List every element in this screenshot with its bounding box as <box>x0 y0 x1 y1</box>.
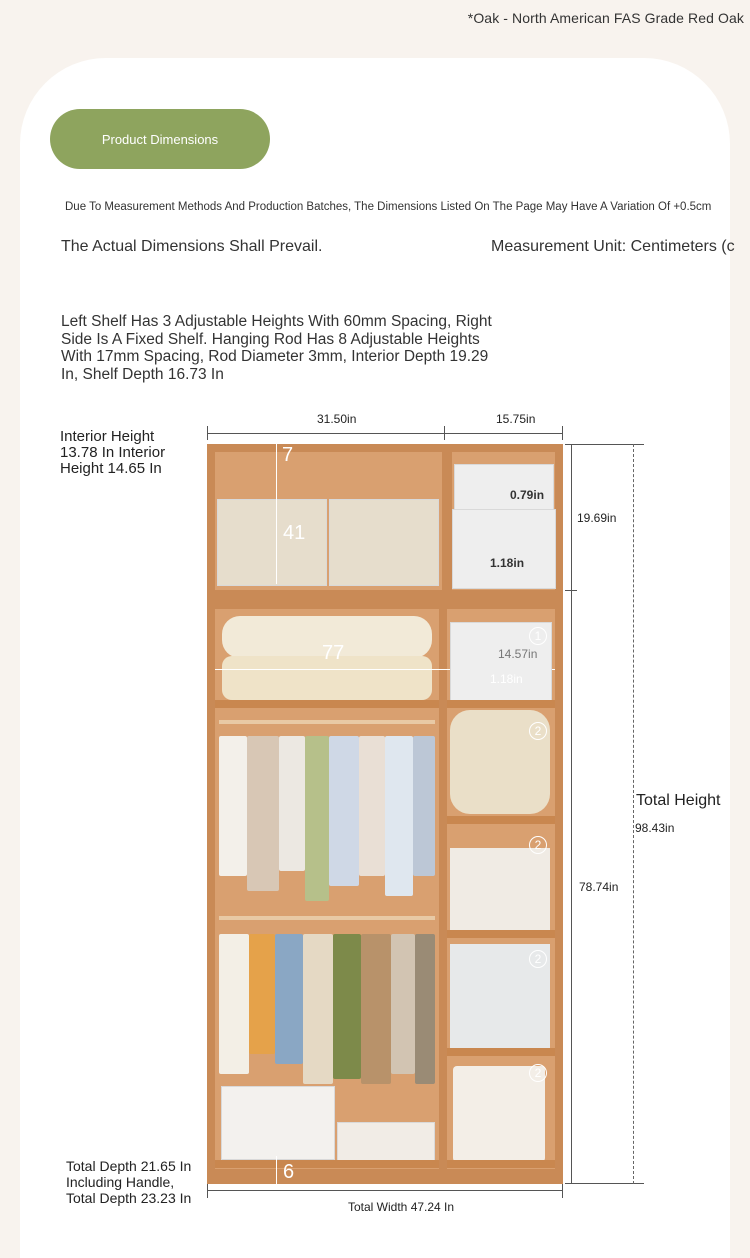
shelf-marker-2: 2 <box>529 950 547 968</box>
total-depth-line2: Including Handle, <box>66 1174 175 1190</box>
bottom-width-dimension-line <box>207 1190 563 1191</box>
inner-dimension: 14.57in <box>498 647 538 661</box>
inner-dimension: 1.18in <box>490 672 523 686</box>
lower-height: 78.74in <box>579 880 619 894</box>
folded-towels <box>450 848 550 930</box>
garment <box>249 934 275 1054</box>
shelf <box>447 700 555 708</box>
total-width: Total Width 47.24 In <box>348 1200 455 1214</box>
shelf-marker-2: 2 <box>529 722 547 740</box>
dimension-tick <box>562 426 563 440</box>
garment <box>391 934 415 1074</box>
garment <box>219 934 249 1074</box>
material-note: *Oak - North American FAS Grade Red Oak <box>467 10 744 26</box>
interior-height-line2: 13.78 In Interior <box>60 444 166 461</box>
garment <box>333 934 361 1079</box>
shelf-description: Left Shelf Has 3 Adjustable Heights With 60mm Spacing, Right Side Is A Fixed Shelf. Hanging Rod Has 8 Adjustable Heights With 17mm Spacing, Rod Diameter 3mm, Interior Depth 19.29 In, Shelf Depth 16.73 In <box>61 313 492 383</box>
interior-height-label <box>60 429 200 477</box>
storage-box <box>452 509 556 589</box>
section-height-dimension-line <box>571 444 572 1184</box>
variation-note: Due To Measurement Methods And Production Batches, The Dimensions Listed On The Page May Have A Variation Of +0.5cm <box>65 201 712 213</box>
actual-dimensions-note: The Actual Dimensions Shall Prevail. <box>61 238 323 255</box>
garment <box>413 736 435 876</box>
garment <box>303 934 333 1084</box>
hanging-clothes-lower <box>219 934 435 1089</box>
dimension-tick <box>444 426 445 440</box>
storage-bin <box>217 499 327 586</box>
storage-drawer <box>221 1086 335 1160</box>
top-left-width: 31.50in <box>317 412 357 426</box>
number-basket <box>453 1066 545 1162</box>
storage-basket <box>337 1122 435 1164</box>
total-depth-label <box>66 1158 216 1206</box>
dimension-7: 7 <box>282 444 294 466</box>
shelf <box>447 1160 555 1168</box>
garment <box>415 934 435 1084</box>
shelf-marker-2: 2 <box>529 836 547 854</box>
total-depth-line1: Total Depth 21.65 In <box>66 1158 192 1174</box>
shelf <box>447 930 555 938</box>
inner-dimension: 0.79in <box>510 488 545 502</box>
inner-dimension: 1.18in <box>490 556 525 570</box>
interior-height-line1: Interior Height <box>60 428 155 445</box>
garment <box>219 736 247 876</box>
garment <box>385 736 413 896</box>
garment <box>361 934 391 1084</box>
total-height-label: Total Height <box>636 792 721 809</box>
dimension-77: 77 <box>322 642 345 664</box>
wardrobe-illustration <box>207 444 563 1184</box>
height-marker-line <box>276 444 277 584</box>
dimension-tick <box>565 590 577 591</box>
shelf <box>215 700 439 708</box>
measurement-unit-note: Measurement Unit: Centimeters (c <box>491 238 735 255</box>
garment <box>305 736 329 901</box>
top-width-dimension-line <box>207 433 563 434</box>
dimension-tick <box>562 1184 563 1198</box>
top-right-width: 15.75in <box>496 412 536 426</box>
hanging-rod <box>219 916 435 920</box>
dimension-41: 41 <box>283 522 306 544</box>
shelf <box>447 816 555 824</box>
dimension-tick <box>207 1184 208 1198</box>
upper-height: 19.69in <box>577 511 617 525</box>
shelf <box>447 1048 555 1056</box>
hanging-rod <box>219 720 435 724</box>
garment <box>279 736 305 871</box>
height-marker-line <box>276 1156 277 1184</box>
shelf <box>215 1160 439 1168</box>
shelf-marker-2: 2 <box>529 1064 547 1082</box>
garment <box>247 736 279 891</box>
dimension-tick <box>207 426 208 440</box>
shelf-marker-1: 1 <box>529 627 547 645</box>
storage-bin <box>329 499 439 586</box>
garment <box>329 736 359 886</box>
total-height-dashed-line <box>633 444 634 1184</box>
hanging-clothes-upper <box>219 736 435 896</box>
interior-height-line3: Height 14.65 In <box>60 460 162 477</box>
total-depth-line3: Total Depth 23.23 In <box>66 1190 192 1206</box>
dimension-6: 6 <box>283 1161 295 1183</box>
garment <box>359 736 385 876</box>
total-height-value: 98.43in <box>635 821 675 835</box>
product-dimensions-button[interactable]: Product Dimensions <box>50 109 270 169</box>
garment <box>275 934 303 1064</box>
